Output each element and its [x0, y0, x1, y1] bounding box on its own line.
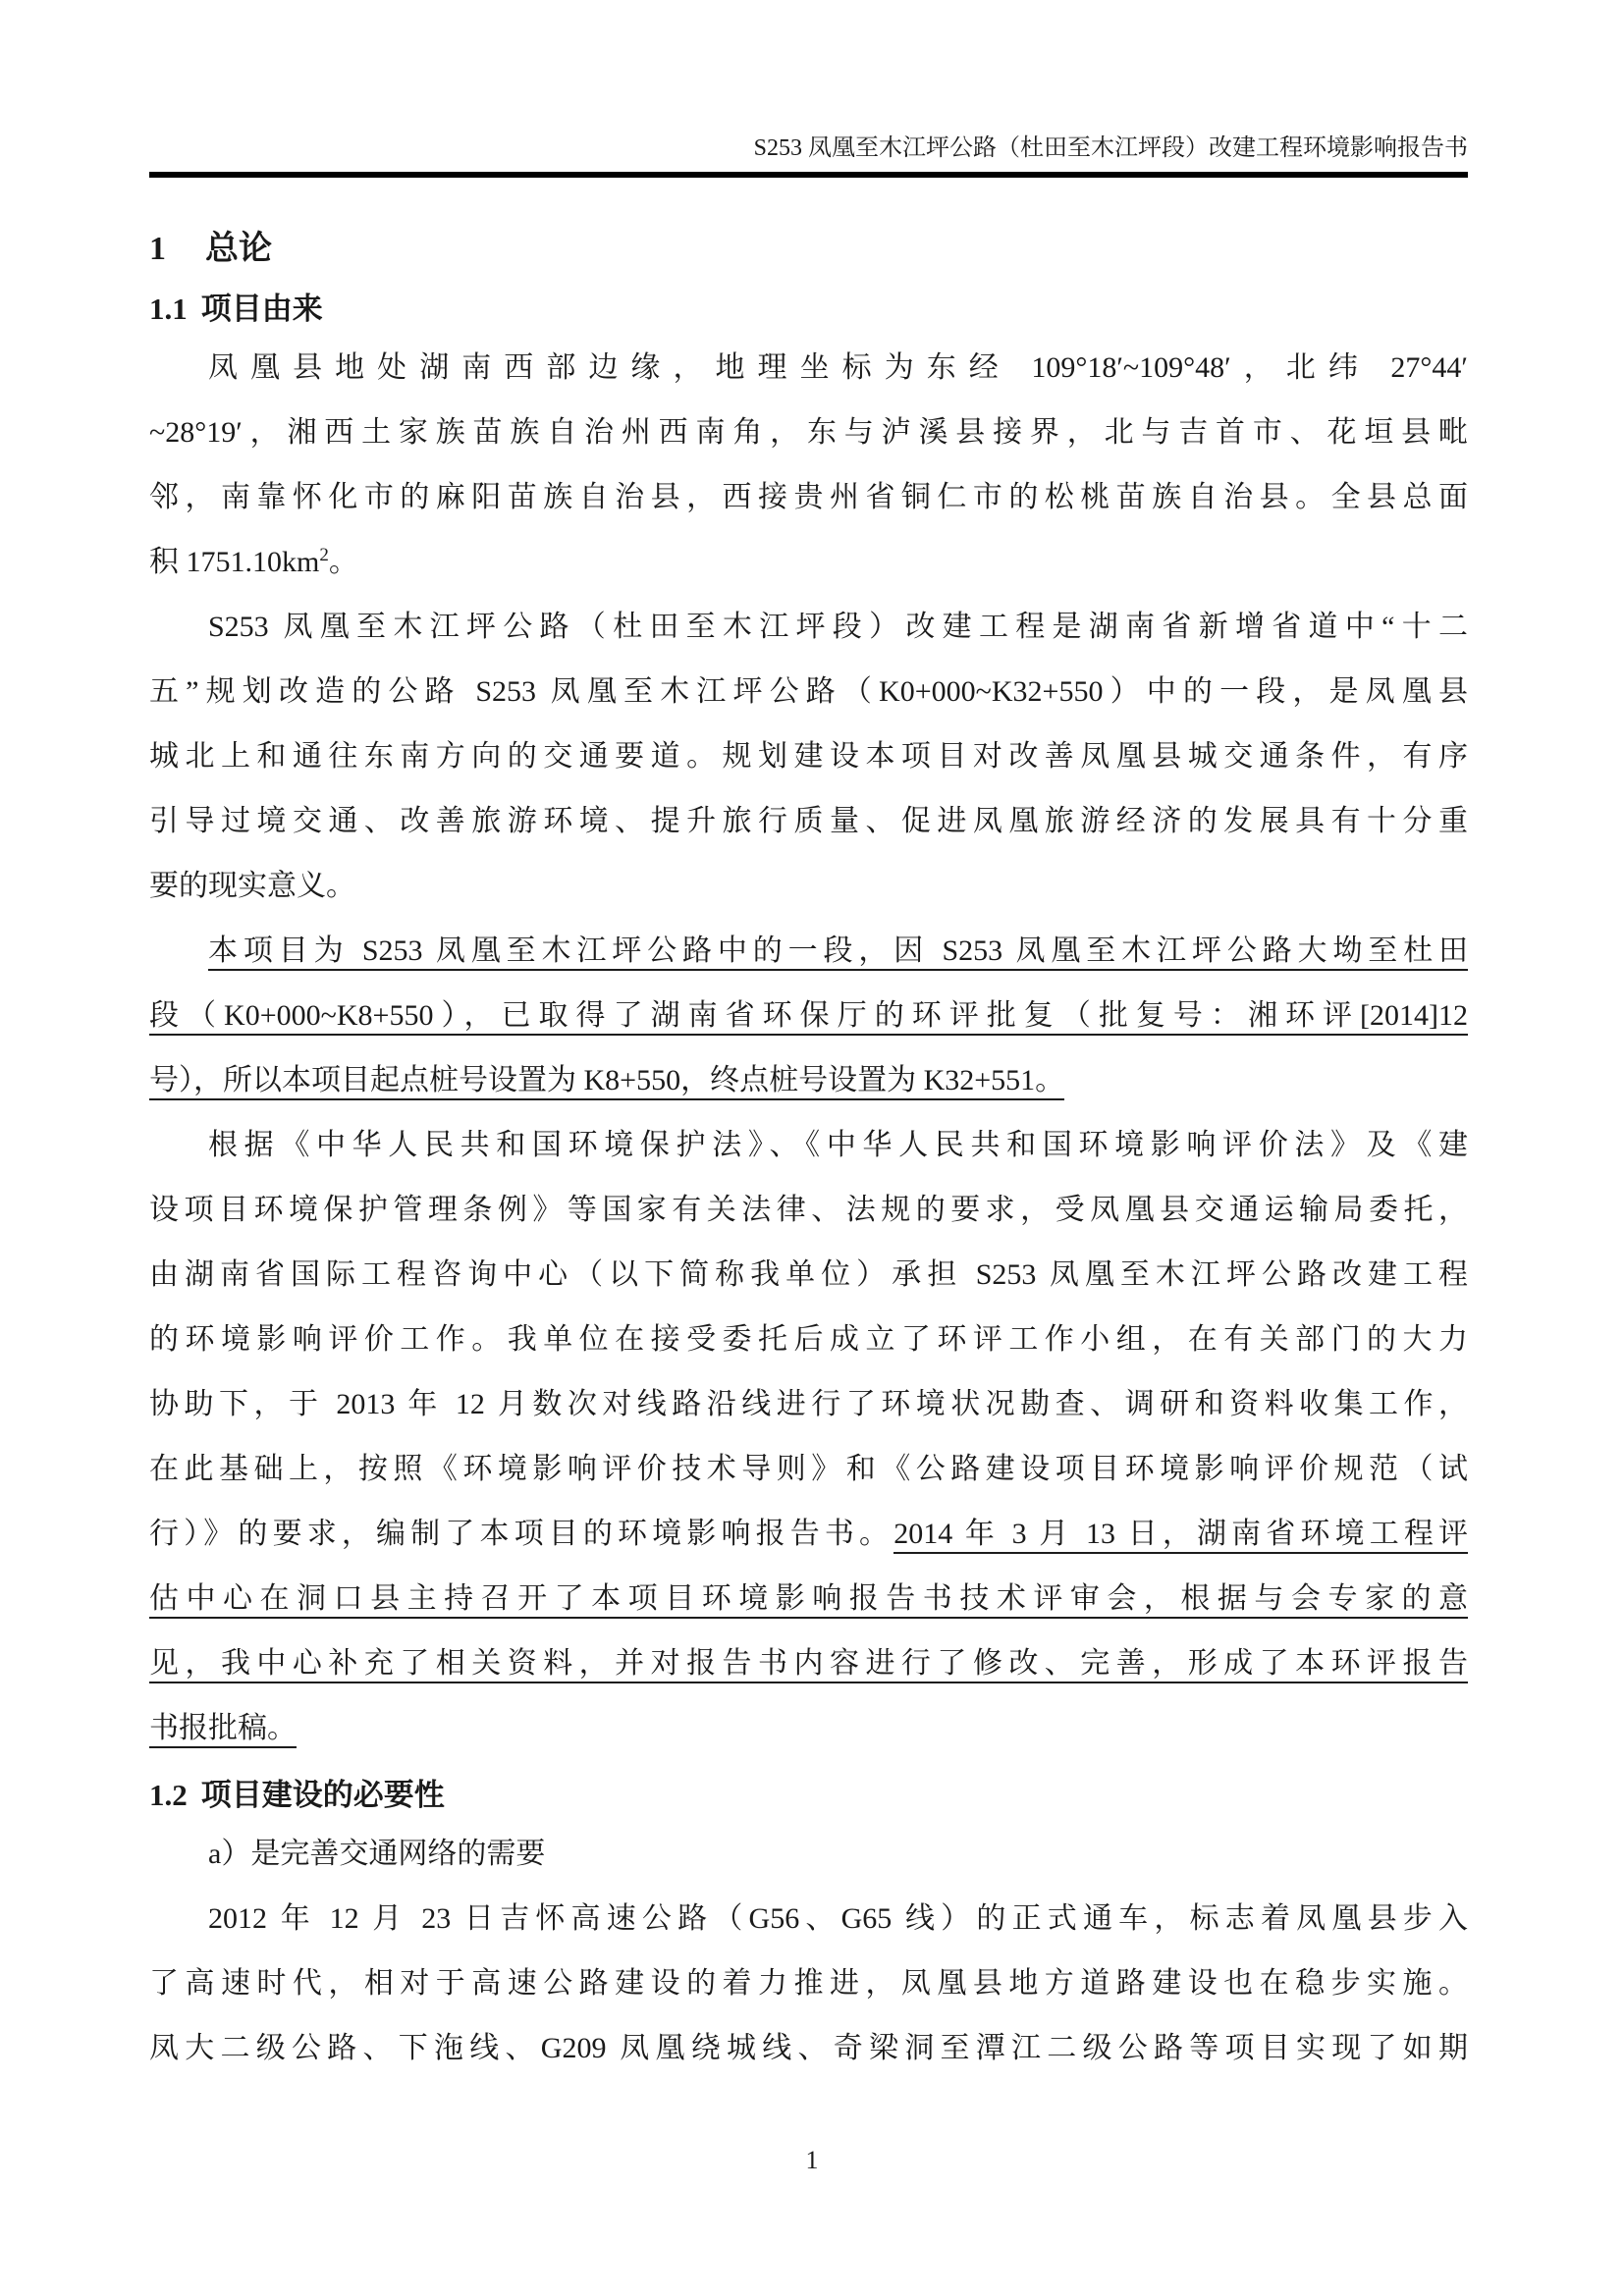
paragraph-line: [149, 660, 1468, 724]
paragraph-line: [149, 595, 1468, 660]
underlined-text: 见，我中心补充了相关资料，并对报告书内容进行了修改、完善，形成了本环评报告: [149, 1647, 1468, 1683]
body-text: 凤凰县地处湖南西部边缘，地理坐标为东经 109°18′~109°48′，北纬 27°44′: [208, 351, 1468, 384]
underlined-text: 段（K0+000~K8+550），已取得了湖南省环保厅的环评批复（批复号：湘环评[2014]12: [149, 999, 1468, 1036]
paragraph-line: [149, 1951, 1468, 2016]
section-title: 总论: [205, 230, 272, 267]
paragraph-line: [149, 1437, 1468, 1502]
body-text: a）是完善交通网络的需要: [208, 1838, 546, 1870]
paragraph-line: [149, 1372, 1468, 1437]
body-text: 引导过境交通、改善旅游环境、提升旅行质量、促进凤凰旅游经济的发展具有十分重: [149, 805, 1468, 837]
paragraph-line: [149, 465, 1468, 530]
body-text: 协助下，于 2013 年 12 月数次对线路沿线进行了环境状况勘查、调研和资料收集工作，: [149, 1388, 1468, 1420]
section-heading-1.2: [149, 1777, 1468, 1814]
body-text: S253 凤凰至木江坪公路（杜田至木江坪段）改建工程是湖南省新增省道中“十二: [208, 611, 1468, 643]
body-text: 积 1751.10km: [149, 546, 320, 578]
paragraph-line: [149, 1308, 1468, 1372]
body-text: 2: [319, 545, 329, 565]
paragraph-line: [149, 1178, 1468, 1243]
body-text: 凤大二级公路、下沲线、G209 凤凰绕城线、奇梁洞至潭江二级公路等项目实现了如期: [149, 2032, 1468, 2064]
page-header-title: S253 凤凰至木江坪公路（杜田至木江坪段）改建工程环境影响报告书: [753, 135, 1468, 161]
paragraph-line: [149, 1113, 1468, 1178]
body-text: 五”规划改造的公路 S253 凤凰至木江坪公路（K0+000~K32+550）中的一段，是凤凰县: [149, 675, 1468, 708]
underlined-text: 估中心在洞口县主持召开了本项目环境影响报告书技术评审会，根据与会专家的意: [149, 1582, 1468, 1619]
paragraph-line: [149, 1631, 1468, 1696]
body-text: 要的现实意义。: [149, 870, 355, 902]
document-body: [149, 229, 1468, 2081]
paragraph-line: [149, 1696, 1468, 1761]
paragraph-line: [149, 724, 1468, 789]
body-text: 邻，南靠怀化市的麻阳苗族自治县，西接贵州省铜仁市的松桃苗族自治县。全县总面: [149, 481, 1468, 513]
underlined-text: 本项目为 S253 凤凰至木江坪公路中的一段，因 S253 凤凰至木江坪公路大坳至杜田: [208, 934, 1468, 971]
underlined-text: 号），所以本项目起点桩号设置为 K8+550，终点桩号设置为 K32+551。: [149, 1064, 1064, 1100]
paragraph-line: [149, 984, 1468, 1048]
body-text: ~28°19′，湘西土家族苗族自治州西南角，东与泸溪县接界，北与吉首市、花垣县毗: [149, 416, 1468, 449]
underlined-text: 2014 年 3 月 13 日，湖南省环境工程评: [893, 1518, 1468, 1554]
paragraph-line: [149, 2016, 1468, 2081]
section-heading-1.1: [149, 291, 1468, 328]
body-text: 。: [328, 546, 358, 578]
paragraph-line: [149, 1887, 1468, 1951]
paragraph-line: [149, 1243, 1468, 1308]
underlined-text: 书报批稿。: [149, 1712, 297, 1748]
body-text: 在此基础上，按照《环境影响评价技术导则》和《公路建设项目环境影响评价规范（试: [149, 1453, 1468, 1485]
paragraph-line: [149, 854, 1468, 919]
paragraph-line: [149, 336, 1468, 400]
section-number: 1: [149, 231, 166, 267]
page-header-rule: [149, 0, 1468, 178]
body-text: 设项目环境保护管理条例》等国家有关法律、法规的要求，受凤凰县交通运输局委托，: [149, 1194, 1468, 1226]
paragraph-line: [149, 919, 1468, 984]
paragraph-line: [149, 789, 1468, 854]
page-number: 1: [805, 2146, 819, 2174]
paragraph-line: [149, 1048, 1468, 1113]
body-text: 2012 年 12 月 23 日吉怀高速公路（G56、G65 线）的正式通车，标志着凤凰县步入: [208, 1902, 1468, 1935]
body-text: 城北上和通往东南方向的交通要道。规划建设本项目对改善凤凰县城交通条件，有序: [149, 740, 1468, 773]
paragraph-line: [149, 1822, 1468, 1887]
paragraph-line: [149, 400, 1468, 465]
section-number: 1.2: [149, 1778, 188, 1812]
body-text: 了高速时代，相对于高速公路建设的着力推进，凤凰县地方道路建设也在稳步实施。: [149, 1967, 1468, 2000]
page-footer: [0, 2148, 1624, 2173]
section-number: 1.1: [149, 292, 188, 326]
section-heading-1: [149, 229, 1468, 269]
body-text: 由湖南省国际工程咨询中心（以下简称我单位）承担 S253 凤凰至木江坪公路改建工程: [149, 1258, 1468, 1291]
body-text: 根据《中华人民共和国环境保护法》、《中华人民共和国环境影响评价法》及《建: [208, 1129, 1468, 1161]
section-title: 项目建设的必要性: [200, 1778, 445, 1812]
body-text: 的环境影响评价工作。我单位在接受委托后成立了环评工作小组，在有关部门的大力: [149, 1323, 1468, 1356]
paragraph-line: [149, 530, 1468, 595]
body-text: 行）》的要求，编制了本项目的环境影响报告书。: [149, 1518, 894, 1550]
paragraph-line: [149, 1567, 1468, 1631]
paragraph-line: [149, 1502, 1468, 1567]
section-title: 项目由来: [200, 292, 323, 326]
